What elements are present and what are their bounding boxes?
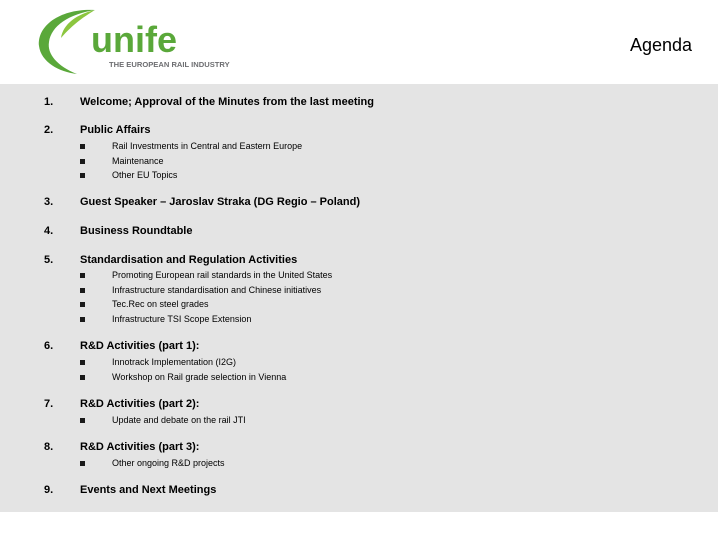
bullet-icon bbox=[80, 461, 85, 466]
agenda-item-number: 1. bbox=[44, 96, 54, 108]
bullet-icon bbox=[80, 273, 85, 278]
agenda-item-number: 9. bbox=[44, 484, 54, 496]
agenda-subitem: Other ongoing R&D projects bbox=[112, 458, 225, 468]
agenda-item-number: 4. bbox=[44, 225, 54, 237]
agenda-item-number: 7. bbox=[44, 398, 54, 410]
agenda-item-number: 8. bbox=[44, 441, 54, 453]
bullet-icon bbox=[80, 144, 85, 149]
bullet-icon bbox=[80, 159, 85, 164]
agenda-item-title: Events and Next Meetings bbox=[80, 484, 217, 496]
agenda-subitem: Maintenance bbox=[112, 155, 164, 166]
bullet-icon bbox=[80, 302, 85, 307]
agenda-item-title: Welcome; Approval of the Minutes from the last meeting bbox=[80, 96, 374, 108]
agenda-item-number: 2. bbox=[44, 124, 54, 136]
unife-logo-graphic bbox=[33, 6, 255, 76]
agenda-panel bbox=[0, 84, 718, 512]
agenda-subitem: Rail Investments in Central and Eastern Europe bbox=[112, 141, 303, 151]
bullet-icon bbox=[80, 375, 85, 380]
agenda-item-title: Guest Speaker – Jaroslav Straka (DG Regio – Poland) bbox=[80, 196, 360, 208]
agenda-item-number: 6. bbox=[44, 340, 54, 352]
agenda-item-title: Standardisation and Regulation Activities bbox=[80, 254, 298, 266]
bullet-icon bbox=[80, 360, 85, 365]
logo-word: unife bbox=[91, 19, 177, 60]
agenda-subitem: Tec.Rec on steel grades bbox=[112, 299, 209, 309]
logo-tagline: THE EUROPEAN RAIL INDUSTRY bbox=[109, 60, 230, 69]
agenda-subitem: Workshop on Rail grade selection in Vienna bbox=[112, 371, 287, 382]
agenda-item-title: Public Affairs bbox=[80, 124, 151, 136]
bullet-icon bbox=[80, 418, 85, 423]
slide-title: Agenda bbox=[629, 35, 692, 55]
agenda-item-number: 3. bbox=[44, 196, 54, 208]
bullet-icon bbox=[80, 173, 85, 178]
agenda-subitem: Infrastructure standardisation and Chinese initiatives bbox=[112, 284, 322, 295]
bullet-icon bbox=[80, 317, 85, 322]
unife-logo bbox=[33, 6, 255, 76]
agenda-subitem: Promoting European rail standards in the United States bbox=[112, 270, 333, 280]
agenda-list bbox=[0, 84, 718, 512]
agenda-subitem: Update and debate on the rail JTI bbox=[112, 415, 246, 425]
agenda-subitem: Innotrack Implementation (I2G) bbox=[112, 357, 237, 367]
agenda-item-title: R&D Activities (part 3): bbox=[80, 441, 200, 453]
agenda-subitem: Infrastructure TSI Scope Extension bbox=[112, 313, 252, 324]
bullet-icon bbox=[80, 288, 85, 293]
agenda-item-title: R&D Activities (part 1): bbox=[80, 340, 200, 352]
agenda-subitem: Other EU Topics bbox=[112, 170, 178, 180]
agenda-item-number: 5. bbox=[44, 254, 54, 266]
agenda-item-title: R&D Activities (part 2): bbox=[80, 398, 200, 410]
agenda-item-title: Business Roundtable bbox=[80, 225, 193, 237]
